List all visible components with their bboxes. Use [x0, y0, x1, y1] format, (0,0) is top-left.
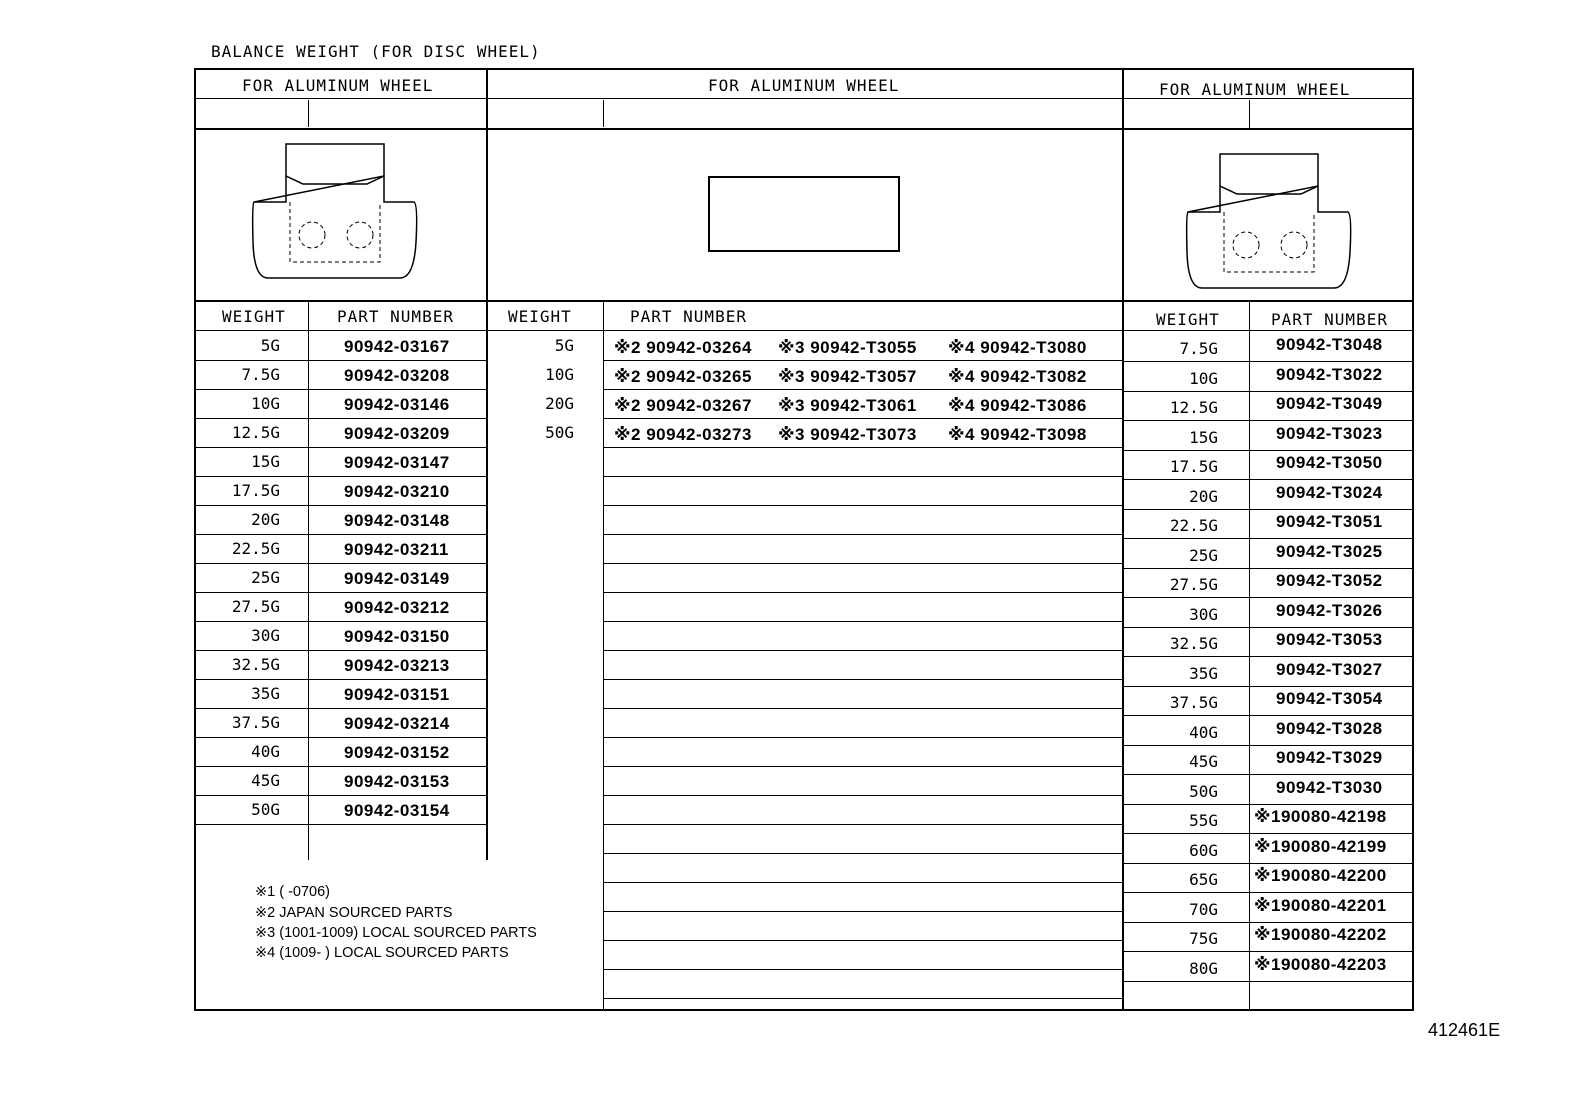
right-part-number-cell: 90942-T3027 — [1276, 660, 1383, 679]
left-weight-cell: 32.5G — [231, 655, 280, 674]
left-weight-cell: 7.5G — [241, 365, 280, 384]
left-weight-cell: 12.5G — [231, 423, 280, 442]
table-row-divider — [603, 766, 1122, 767]
note-1: ※1 ( -0706) — [255, 884, 331, 900]
right-weight-cell: 60G — [1189, 841, 1218, 860]
table-row-divider — [1122, 479, 1412, 480]
left-part-number-cell: 90942-03153 — [344, 772, 450, 791]
table-row-divider — [1122, 450, 1412, 451]
table-row-divider — [603, 592, 1122, 593]
middle-weight-cell: 10G — [545, 365, 574, 384]
table-row-divider — [194, 650, 486, 651]
left-part-number-cell: 90942-03213 — [344, 656, 450, 675]
right-weight-cell: 30G — [1189, 605, 1218, 624]
left-weight-header: WEIGHT — [222, 307, 286, 326]
left-part-number-cell: 90942-03209 — [344, 424, 450, 443]
right-weight-cell: 15G — [1189, 428, 1218, 447]
right-part-number-cell: ※190080-42201 — [1254, 896, 1387, 915]
left-part-number-cell: 90942-03152 — [344, 743, 450, 762]
table-row-divider — [1122, 745, 1412, 746]
right-weight-cell: 25G — [1189, 546, 1218, 565]
left-part-number-cell: 90942-03212 — [344, 598, 450, 617]
right-weight-cell: 50G — [1189, 782, 1218, 801]
table-row-divider — [1122, 892, 1412, 893]
table-row-divider — [194, 360, 486, 361]
right-part-number-cell: ※190080-42198 — [1254, 807, 1387, 826]
middle-part-number-local-1: ※3 90942-T3061 — [778, 396, 917, 415]
note-4: ※4 (1009- ) LOCAL SOURCED PARTS — [255, 945, 509, 961]
table-row-divider — [603, 708, 1122, 709]
table-row-divider — [603, 505, 1122, 506]
left-section-header: FOR ALUMINUM WHEEL — [242, 76, 434, 95]
right-weight-cell: 70G — [1189, 900, 1218, 919]
right-part-number-cell: ※190080-42203 — [1254, 955, 1387, 974]
table-row-divider — [1122, 951, 1412, 952]
table-row-divider — [1122, 509, 1412, 510]
table-row-divider — [1122, 804, 1412, 805]
table-row-divider — [194, 389, 486, 390]
middle-part-number-local-1: ※3 90942-T3055 — [778, 338, 917, 357]
right-weight-cell: 45G — [1189, 752, 1218, 771]
right-weight-cell: 22.5G — [1169, 516, 1218, 535]
left-part-number-cell: 90942-03167 — [344, 337, 450, 356]
table-row-divider — [1122, 686, 1412, 687]
left-part-number-cell: 90942-03210 — [344, 482, 450, 501]
middle-part-number-local-1: ※3 90942-T3057 — [778, 367, 917, 386]
table-row-divider — [1122, 597, 1412, 598]
table-row-divider — [603, 621, 1122, 622]
right-part-number-cell: 90942-T3051 — [1276, 512, 1383, 531]
note-3: ※3 (1001-1009) LOCAL SOURCED PARTS — [255, 925, 537, 941]
table-row-divider — [603, 853, 1122, 854]
right-balance-weight-drawing — [1184, 152, 1356, 294]
right-part-number-cell: 90942-T3029 — [1276, 748, 1383, 767]
middle-part-number-japan: ※2 90942-03265 — [614, 367, 752, 386]
middle-part-number-japan: ※2 90942-03264 — [614, 338, 752, 357]
middle-weight-cell: 20G — [545, 394, 574, 413]
table-row-divider — [194, 418, 486, 419]
table-row-divider — [603, 679, 1122, 680]
table-row-divider — [194, 505, 486, 506]
right-weight-cell: 27.5G — [1169, 575, 1218, 594]
right-part-number-cell: 90942-T3023 — [1276, 424, 1383, 443]
middle-part-number-local-2: ※4 90942-T3098 — [948, 425, 1087, 444]
table-row-divider — [1122, 774, 1412, 775]
table-row-divider — [194, 534, 486, 535]
right-weight-cell: 12.5G — [1169, 398, 1218, 417]
left-part-number-cell: 90942-03208 — [344, 366, 450, 385]
right-weight-cell: 32.5G — [1169, 634, 1218, 653]
middle-part-number-local-2: ※4 90942-T3086 — [948, 396, 1087, 415]
table-row-divider — [194, 563, 486, 564]
left-weight-cell: 45G — [251, 771, 280, 790]
left-part-number-cell: 90942-03214 — [344, 714, 450, 733]
right-weight-cell: 10G — [1189, 369, 1218, 388]
table-row-divider — [603, 824, 1122, 825]
table-row-divider — [603, 360, 1122, 361]
note-2: ※2 JAPAN SOURCED PARTS — [255, 905, 453, 921]
table-row-divider — [603, 969, 1122, 970]
left-weight-cell: 15G — [251, 452, 280, 471]
left-part-number-cell: 90942-03150 — [344, 627, 450, 646]
left-part-number-cell: 90942-03147 — [344, 453, 450, 472]
left-weight-cell: 5G — [260, 336, 280, 355]
table-row-divider — [1122, 833, 1412, 834]
left-part-number-cell: 90942-03211 — [344, 540, 449, 559]
middle-part-number-japan: ※2 90942-03267 — [614, 396, 752, 415]
right-part-number-cell: 90942-T3026 — [1276, 601, 1383, 620]
right-part-number-cell: 90942-T3050 — [1276, 453, 1383, 472]
table-row-divider — [194, 795, 486, 796]
middle-part-number-local-2: ※4 90942-T3080 — [948, 338, 1087, 357]
middle-part-number-header: PART NUMBER — [630, 307, 747, 326]
middle-weight-header: WEIGHT — [508, 307, 572, 326]
table-row-divider — [194, 621, 486, 622]
left-weight-cell: 50G — [251, 800, 280, 819]
right-weight-cell: 40G — [1189, 723, 1218, 742]
right-weight-cell: 80G — [1189, 959, 1218, 978]
table-row-divider — [603, 389, 1122, 390]
left-weight-cell: 37.5G — [231, 713, 280, 732]
left-part-number-cell: 90942-03151 — [344, 685, 450, 704]
table-row-divider — [603, 940, 1122, 941]
left-weight-cell: 17.5G — [231, 481, 280, 500]
table-row-divider — [194, 824, 486, 825]
right-part-number-header: PART NUMBER — [1271, 310, 1388, 329]
table-row-divider — [1122, 538, 1412, 539]
table-row-divider — [1122, 420, 1412, 421]
right-part-number-cell: ※190080-42202 — [1254, 925, 1387, 944]
table-row-divider — [1122, 627, 1412, 628]
left-weight-cell: 20G — [251, 510, 280, 529]
table-row-divider — [603, 563, 1122, 564]
right-weight-cell: 17.5G — [1169, 457, 1218, 476]
left-weight-cell: 10G — [251, 394, 280, 413]
right-part-number-cell: 90942-T3049 — [1276, 394, 1383, 413]
right-part-number-cell: 90942-T3052 — [1276, 571, 1383, 590]
table-row-divider — [194, 679, 486, 680]
left-part-number-cell: 90942-03148 — [344, 511, 450, 530]
left-weight-cell: 30G — [251, 626, 280, 645]
middle-part-number-local-2: ※4 90942-T3082 — [948, 367, 1087, 386]
right-weight-header: WEIGHT — [1156, 310, 1220, 329]
table-row-divider — [603, 447, 1122, 448]
right-weight-cell: 55G — [1189, 811, 1218, 830]
table-row-divider — [603, 476, 1122, 477]
table-row-divider — [1122, 922, 1412, 923]
table-row-divider — [1122, 981, 1412, 982]
right-weight-cell: 37.5G — [1169, 693, 1218, 712]
middle-balance-weight-drawing — [708, 176, 900, 252]
right-weight-cell: 75G — [1189, 929, 1218, 948]
table-row-divider — [194, 476, 486, 477]
middle-part-number-local-1: ※3 90942-T3073 — [778, 425, 917, 444]
right-part-number-cell: 90942-T3025 — [1276, 542, 1383, 561]
page-title: BALANCE WEIGHT (FOR DISC WHEEL) — [211, 42, 541, 61]
table-row-divider — [603, 795, 1122, 796]
left-part-number-header: PART NUMBER — [337, 307, 454, 326]
middle-weight-cell: 50G — [545, 423, 574, 442]
right-section-header: FOR ALUMINUM WHEEL — [1159, 80, 1351, 99]
table-row-divider — [603, 534, 1122, 535]
table-row-divider — [1122, 863, 1412, 864]
right-part-number-cell: 90942-T3053 — [1276, 630, 1383, 649]
table-row-divider — [1122, 568, 1412, 569]
table-row-divider — [603, 418, 1122, 419]
left-part-number-cell: 90942-03149 — [344, 569, 450, 588]
table-row-divider — [194, 708, 486, 709]
right-part-number-cell: 90942-T3028 — [1276, 719, 1383, 738]
table-row-divider — [1122, 391, 1412, 392]
table-row-divider — [194, 766, 486, 767]
middle-part-number-japan: ※2 90942-03273 — [614, 425, 752, 444]
table-row-divider — [1122, 715, 1412, 716]
left-weight-cell: 35G — [251, 684, 280, 703]
table-row-divider — [194, 737, 486, 738]
left-weight-cell: 22.5G — [231, 539, 280, 558]
right-part-number-cell: ※190080-42199 — [1254, 837, 1387, 856]
table-row-divider — [603, 650, 1122, 651]
right-part-number-cell: 90942-T3054 — [1276, 689, 1383, 708]
table-row-divider — [1122, 656, 1412, 657]
right-weight-cell: 65G — [1189, 870, 1218, 889]
middle-weight-cell: 5G — [554, 336, 574, 355]
table-row-divider — [603, 882, 1122, 883]
right-part-number-cell: 90942-T3024 — [1276, 483, 1383, 502]
table-row-divider — [603, 998, 1122, 999]
right-weight-cell: 20G — [1189, 487, 1218, 506]
right-weight-cell: 7.5G — [1179, 339, 1218, 358]
left-part-number-cell: 90942-03146 — [344, 395, 450, 414]
right-part-number-cell: ※190080-42200 — [1254, 866, 1387, 885]
table-row-divider — [603, 737, 1122, 738]
table-row-divider — [194, 592, 486, 593]
left-weight-cell: 27.5G — [231, 597, 280, 616]
left-weight-cell: 40G — [251, 742, 280, 761]
left-weight-cell: 25G — [251, 568, 280, 587]
table-row-divider — [603, 911, 1122, 912]
left-balance-weight-drawing — [250, 142, 420, 282]
left-part-number-cell: 90942-03154 — [344, 801, 450, 820]
middle-section-header: FOR ALUMINUM WHEEL — [708, 76, 900, 95]
drawing-number: 412461E — [1428, 1020, 1501, 1040]
right-part-number-cell: 90942-T3030 — [1276, 778, 1383, 797]
right-part-number-cell: 90942-T3022 — [1276, 365, 1383, 384]
right-weight-cell: 35G — [1189, 664, 1218, 683]
right-part-number-cell: 90942-T3048 — [1276, 335, 1383, 354]
table-row-divider — [194, 447, 486, 448]
table-row-divider — [1122, 361, 1412, 362]
